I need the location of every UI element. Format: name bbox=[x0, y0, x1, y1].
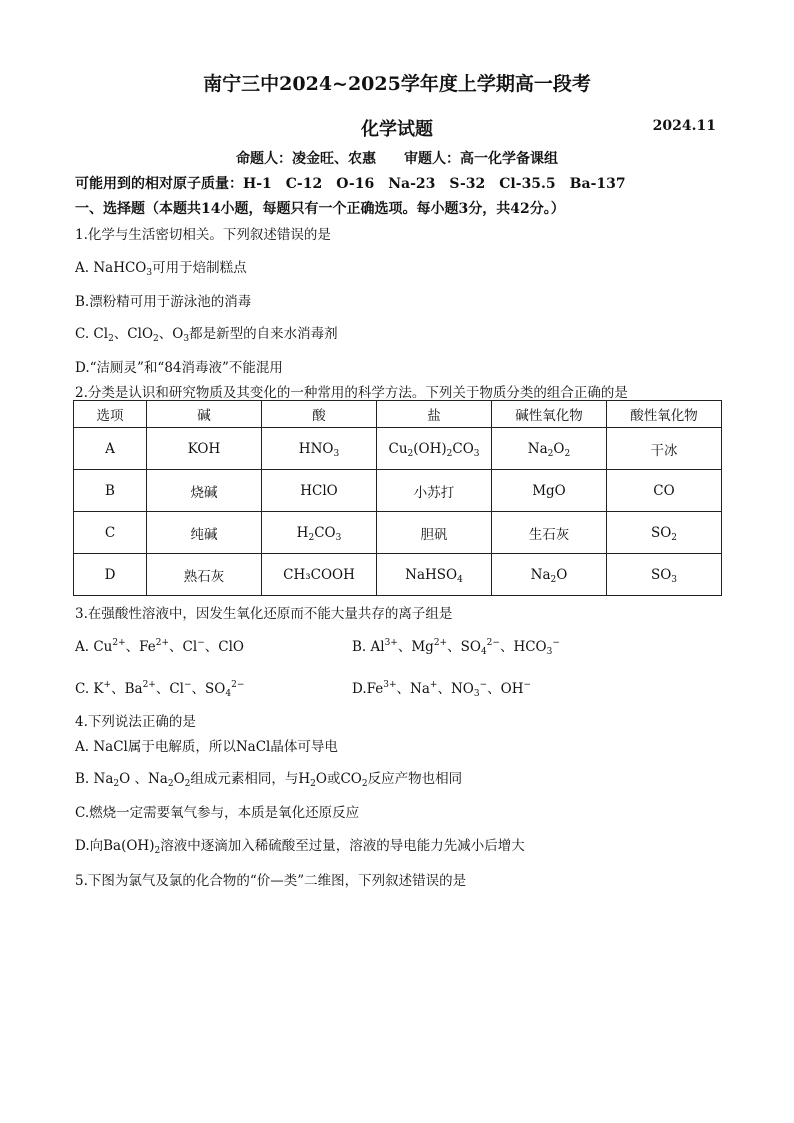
table-cell-option: B bbox=[74, 470, 147, 512]
question-4-option-c: C.燃烧一定需要氧气参与，本质是氧化还原反应 bbox=[75, 805, 360, 821]
question-1-stem: 1.化学与生活密切相关。下列叙述错误的是 bbox=[75, 227, 331, 243]
table-cell-acidic-oxide: $SO_3$ bbox=[607, 554, 722, 596]
table-cell-basic-oxide: MgO bbox=[492, 470, 607, 512]
table-header-cell: 酸 bbox=[262, 401, 377, 428]
section-heading: 一、选择题（本题共14小题，每题只有一个正确选项。每小题3分，共42分。） bbox=[75, 201, 565, 217]
question-3-option-b: B. $Al^{3+}$、$Mg^{2+}$、$SO_4^{2-}$、$HCO_3^-$ bbox=[352, 638, 560, 657]
table-cell-option: C bbox=[74, 512, 147, 554]
table-cell-acidic-oxide: $SO_2$ bbox=[607, 512, 722, 554]
table-header-cell: 盐 bbox=[377, 401, 492, 428]
table-header-cell: 碱 bbox=[147, 401, 262, 428]
question-1-option-a: A. NaHCO$_3$可用于焙制糕点 bbox=[75, 260, 247, 278]
table-cell-acidic-oxide: CO bbox=[607, 470, 722, 512]
table-cell-option: A bbox=[74, 428, 147, 470]
exam-date: 2024.11 bbox=[652, 118, 716, 134]
table-cell-base: 烧碱 bbox=[147, 470, 262, 512]
table-header-cell: 碱性氧化物 bbox=[492, 401, 607, 428]
question-3-option-c: C. K+、$Ba^{2+}$、Cl−、$SO_4^{2-}$ bbox=[75, 680, 245, 699]
table-cell-acid: CH₃COOH bbox=[262, 554, 377, 596]
question-4-option-b: B. $Na_2O$ 、$Na_2O_2$组成元素相同，与$H_2O$或$CO_2$反应产物也相同 bbox=[75, 771, 463, 789]
table-row bbox=[74, 470, 722, 512]
question-4-option-d: D.向$Ba(OH)_2$溶液中逐滴加入稀硫酸至过量，溶液的导电能力先减小后增大 bbox=[75, 838, 525, 856]
question-3-option-d: $D.Fe^{3+}$、Na+、$NO_3^-$、OH− bbox=[352, 680, 532, 699]
table-cell-basic-oxide: $Na_2O$ bbox=[492, 554, 607, 596]
question-1-option-b: B.漂粉精可用于游泳池的消毒 bbox=[75, 294, 252, 310]
table-header-row bbox=[74, 401, 722, 428]
table-cell-salt: 胆矾 bbox=[377, 512, 492, 554]
question-1-option-c: C. $Cl_2$、ClO$_2$、$O_3$都是新型的自来水消毒剂 bbox=[75, 326, 338, 344]
question-4-stem: 4.下列说法正确的是 bbox=[75, 714, 196, 730]
table-header-cell: 选项 bbox=[74, 401, 147, 428]
table-cell-acid: HClO bbox=[262, 470, 377, 512]
table-row bbox=[74, 428, 722, 470]
table-header-cell: 酸性氧化物 bbox=[607, 401, 722, 428]
table-cell-salt: 小苏打 bbox=[377, 470, 492, 512]
table-cell-salt: $Cu_2(OH)_2CO_3$ bbox=[377, 428, 492, 470]
classification-table bbox=[73, 400, 722, 596]
table-cell-base: 纯碱 bbox=[147, 512, 262, 554]
question-3-option-a: A. $Cu^{2+}$、$Fe^{2+}$、Cl−、ClO bbox=[75, 638, 244, 655]
table-cell-acid: $HNO_3$ bbox=[262, 428, 377, 470]
atomic-masses: 可能用到的相对原子质量：H-1 C-12 O-16 Na-23 S-32 Cl-35.5 Ba-137 bbox=[75, 176, 626, 192]
exam-subtitle: 化学试题 bbox=[361, 119, 433, 140]
question-4-option-a: A. NaCl属于电解质，所以NaCl晶体可导电 bbox=[75, 739, 338, 755]
table-cell-salt: NaHSO$_4$ bbox=[377, 554, 492, 596]
exam-authors: 命题人：凌金旺、农惠 审题人：高一化学备课组 bbox=[236, 151, 558, 167]
table-row bbox=[74, 512, 722, 554]
table-row bbox=[74, 554, 722, 596]
question-3-stem: 3.在强酸性溶液中，因发生氧化还原而不能大量共存的离子组是 bbox=[75, 606, 453, 622]
question-2-stem: 2.分类是认识和研究物质及其变化的一种常用的科学方法。下列关于物质分类的组合正确的是 bbox=[75, 385, 628, 401]
table-cell-base: 熟石灰 bbox=[147, 554, 262, 596]
table-cell-acidic-oxide: 干冰 bbox=[607, 428, 722, 470]
table-cell-basic-oxide: 生石灰 bbox=[492, 512, 607, 554]
table-cell-base: KOH bbox=[147, 428, 262, 470]
table-cell-basic-oxide: $Na_2O_2$ bbox=[492, 428, 607, 470]
table-cell-option: D bbox=[74, 554, 147, 596]
question-1-option-d: D.“洁厕灵”和“84消毒液”不能混用 bbox=[75, 360, 283, 376]
table-cell-acid: $H_2CO_3$ bbox=[262, 512, 377, 554]
question-5-stem: 5.下图为氯气及氯的化合物的“价—类”二维图，下列叙述错误的是 bbox=[75, 873, 467, 889]
exam-title: 南宁三中2024~2025学年度上学期高一段考 bbox=[203, 73, 591, 95]
